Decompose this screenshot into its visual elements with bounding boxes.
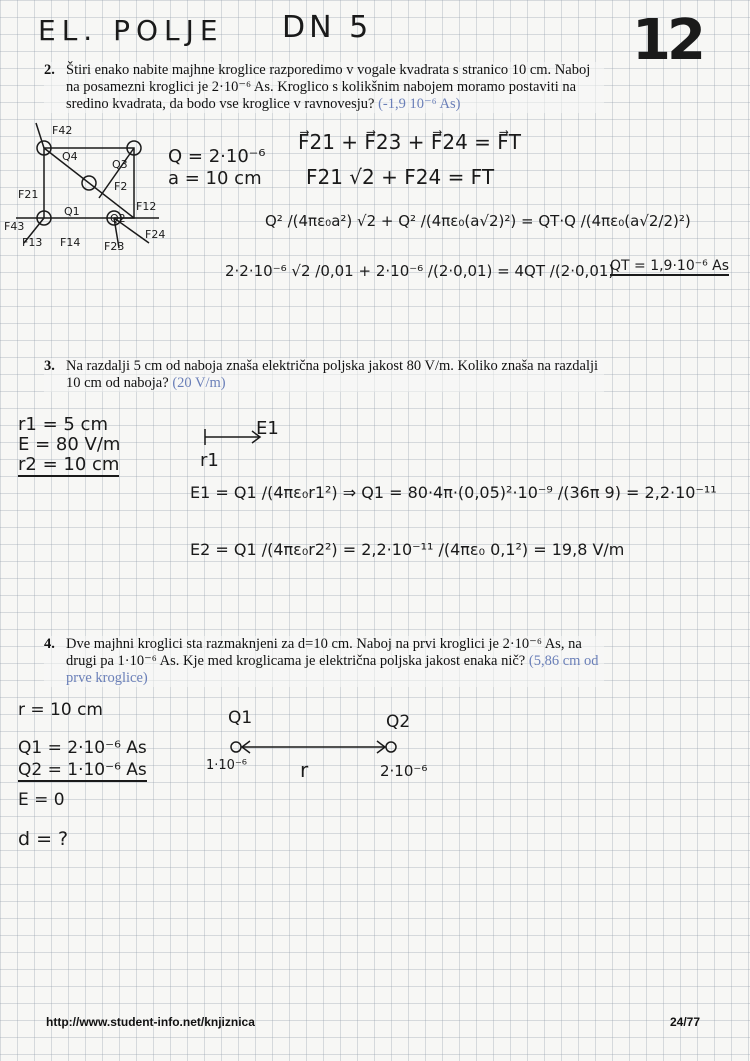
problem-number: 4. [44, 636, 55, 652]
field-solution: E2 = Q1 /(4πε₀r2²) = 2,2·10⁻¹¹ /(4πε₀ 0,1²) = 19,8 V/m [190, 540, 625, 559]
charge-right [386, 742, 396, 752]
diagram-label: F42 [52, 124, 73, 137]
header-title: EL. POLJE [38, 14, 224, 47]
label-distance: r [300, 758, 309, 782]
unknown-distance: d = ? [18, 828, 69, 850]
force-arrow [36, 123, 44, 148]
label-q1: Q1 [228, 708, 253, 728]
problem-2 [44, 62, 604, 113]
score-mark: 12 [632, 8, 702, 73]
result-charge: QT = 1,9·10⁻⁶ As [610, 258, 730, 274]
answer-text: (-1,9 10⁻⁶ As) [378, 96, 461, 112]
diagram-label: Q3 [112, 158, 128, 171]
given-r2: r2 = 10 cm [18, 454, 120, 475]
problem-text: Dve majhni kroglici sta razmaknjeni za d=10 cm. Naboj na prvi kroglici je 2·10⁻⁶ As, na drugi pa 1·10⁻⁶ As. Kje med kroglicama je električna poljska jakost enaka nič? [66, 636, 582, 669]
diagram-label: Q4 [62, 150, 78, 163]
diagram-label: F2 [114, 180, 128, 193]
given-field: E = 0 [18, 790, 65, 810]
given-r1: r1 = 5 cm [18, 414, 108, 435]
diagram-label: Q1 [64, 205, 80, 218]
two-charge-sketch [226, 732, 406, 762]
given-distance: r = 10 cm [18, 700, 103, 720]
field-label: E1 [256, 418, 279, 439]
charge-value-right: 2·10⁻⁶ [380, 762, 428, 780]
diagram-label: F14 [60, 236, 81, 249]
problem-3 [44, 358, 604, 392]
diagram-label: F12 [136, 200, 157, 213]
header-assignment: DN 5 [282, 10, 373, 45]
problem-text: Štiri enako nabite majhne kroglice razporedimo v vogale kvadrata s stranico 10 cm. Naboj na posamezni kroglici je 2·10⁻⁶ As. Kroglico s kolikšnim nabojem moramo postaviti na sredino kvadrata, da bodo vse kroglice v ravnovesju? [66, 62, 591, 112]
answer-text: (5,86 cm od prve kroglice) [66, 653, 599, 686]
problem-number: 2. [44, 62, 55, 78]
given-q1: Q1 = 2·10⁻⁶ As [18, 738, 147, 758]
page-number: 24/77 [670, 1015, 701, 1029]
charge-value-left: 1·10⁻⁶ [206, 758, 248, 773]
diagram-label: F43 [4, 220, 25, 233]
problem-number: 3. [44, 358, 55, 374]
force-balance-equation: Q² /(4πε₀a²) √2 + Q² /(4πε₀(a√2)²) = QT·Q /(4πε₀(a√2/2)²) [265, 212, 691, 230]
answer-text: (20 V/m) [172, 375, 226, 391]
scalar-equation: F21 √2 + F24 = FT [306, 165, 495, 189]
given-charge: Q = 2·10⁻⁶ [168, 146, 266, 167]
numeric-equation: 2·2·10⁻⁶ √2 /0,01 + 2·10⁻⁶ /(2·0,01) = 4QT /(2·0,01) [225, 262, 615, 280]
label-q2: Q2 [386, 712, 411, 732]
diagram-label: F21 [18, 188, 39, 201]
problem-4 [44, 636, 604, 687]
problem-text: Na razdalji 5 cm od naboja znaša električna poljska jakost 80 V/m. Koliko znaša na razdalji 10 cm od naboja? [66, 358, 599, 391]
given-q2: Q2 = 1·10⁻⁶ As [18, 760, 147, 780]
footer-url[interactable]: http://www.student-info.net/knjiznica [46, 1015, 255, 1029]
vector-equation: F⃗21 + F⃗23 + F⃗24 = F⃗T [298, 130, 521, 154]
diagram-label: F23 [104, 240, 125, 253]
given-side: a = 10 cm [168, 168, 262, 189]
diagram-label: Q2 [110, 212, 126, 225]
diagram-label: F13 [22, 236, 43, 249]
charge-solution: E1 = Q1 /(4πε₀r1²) ⇒ Q1 = 80·4π·(0,05)²·10⁻⁹ /(36π 9) = 2,2·10⁻¹¹ [190, 483, 717, 502]
distance-label: r1 [200, 450, 219, 471]
charge-left [231, 742, 241, 752]
given-e: E = 80 V/m [18, 434, 121, 455]
diagram-label: F24 [145, 228, 166, 241]
